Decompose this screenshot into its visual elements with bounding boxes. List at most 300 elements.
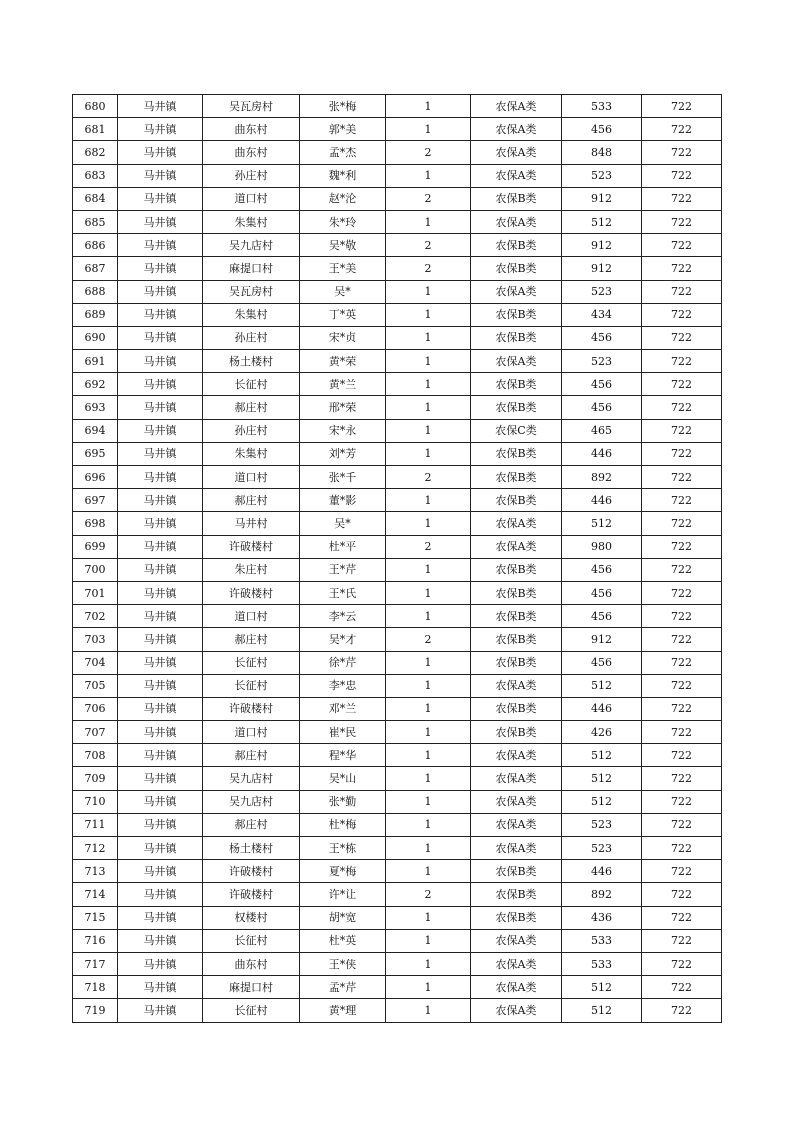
cell-standard: 722 xyxy=(642,419,722,442)
cell-insurance-category: 农保B类 xyxy=(471,860,562,883)
cell-amount: 456 xyxy=(562,605,642,628)
table-row xyxy=(73,581,722,604)
table-row xyxy=(73,697,722,720)
cell-insurance-category: 农保B类 xyxy=(471,466,562,489)
cell-village: 道口村 xyxy=(203,605,300,628)
cell-serial-number: 691 xyxy=(73,350,118,373)
table-row xyxy=(73,628,722,651)
cell-person-name: 程*华 xyxy=(300,744,386,767)
cell-serial-number: 707 xyxy=(73,721,118,744)
cell-household-count: 1 xyxy=(386,350,471,373)
cell-serial-number: 687 xyxy=(73,257,118,280)
cell-amount: 512 xyxy=(562,210,642,233)
table-row xyxy=(73,489,722,512)
cell-insurance-category: 农保B类 xyxy=(471,396,562,419)
cell-village: 朱集村 xyxy=(203,210,300,233)
cell-village: 郝庄村 xyxy=(203,396,300,419)
cell-serial-number: 696 xyxy=(73,466,118,489)
cell-serial-number: 685 xyxy=(73,210,118,233)
cell-standard: 722 xyxy=(642,326,722,349)
cell-household-count: 1 xyxy=(386,999,471,1022)
table-row xyxy=(73,721,722,744)
cell-insurance-category: 农保A类 xyxy=(471,118,562,141)
cell-town: 马井镇 xyxy=(118,164,203,187)
cell-town: 马井镇 xyxy=(118,141,203,164)
cell-insurance-category: 农保B类 xyxy=(471,651,562,674)
cell-serial-number: 698 xyxy=(73,512,118,535)
cell-amount: 912 xyxy=(562,257,642,280)
cell-person-name: 李*云 xyxy=(300,605,386,628)
cell-insurance-category: 农保A类 xyxy=(471,952,562,975)
cell-amount: 523 xyxy=(562,280,642,303)
table-row xyxy=(73,651,722,674)
cell-insurance-category: 农保C类 xyxy=(471,419,562,442)
cell-person-name: 王*侠 xyxy=(300,952,386,975)
cell-town: 马井镇 xyxy=(118,257,203,280)
cell-insurance-category: 农保A类 xyxy=(471,744,562,767)
cell-insurance-category: 农保B类 xyxy=(471,581,562,604)
cell-town: 马井镇 xyxy=(118,210,203,233)
cell-village: 曲东村 xyxy=(203,141,300,164)
cell-household-count: 1 xyxy=(386,326,471,349)
cell-insurance-category: 农保A类 xyxy=(471,929,562,952)
cell-household-count: 1 xyxy=(386,674,471,697)
table-row xyxy=(73,164,722,187)
cell-village: 马井村 xyxy=(203,512,300,535)
table-row xyxy=(73,95,722,118)
cell-village: 长征村 xyxy=(203,929,300,952)
cell-household-count: 1 xyxy=(386,790,471,813)
cell-insurance-category: 农保B类 xyxy=(471,558,562,581)
cell-amount: 456 xyxy=(562,373,642,396)
cell-serial-number: 683 xyxy=(73,164,118,187)
cell-person-name: 吴*敬 xyxy=(300,234,386,257)
cell-household-count: 1 xyxy=(386,837,471,860)
cell-standard: 722 xyxy=(642,442,722,465)
cell-town: 马井镇 xyxy=(118,976,203,999)
cell-town: 马井镇 xyxy=(118,512,203,535)
cell-village: 道口村 xyxy=(203,721,300,744)
cell-insurance-category: 农保A类 xyxy=(471,767,562,790)
cell-standard: 722 xyxy=(642,187,722,210)
cell-amount: 434 xyxy=(562,303,642,326)
cell-serial-number: 712 xyxy=(73,837,118,860)
cell-village: 朱庄村 xyxy=(203,558,300,581)
table-row xyxy=(73,860,722,883)
table-row xyxy=(73,257,722,280)
cell-town: 马井镇 xyxy=(118,883,203,906)
cell-amount: 456 xyxy=(562,651,642,674)
cell-town: 马井镇 xyxy=(118,628,203,651)
cell-serial-number: 708 xyxy=(73,744,118,767)
cell-insurance-category: 农保A类 xyxy=(471,512,562,535)
cell-serial-number: 690 xyxy=(73,326,118,349)
cell-serial-number: 706 xyxy=(73,697,118,720)
cell-household-count: 1 xyxy=(386,976,471,999)
table-row xyxy=(73,210,722,233)
cell-standard: 722 xyxy=(642,350,722,373)
cell-standard: 722 xyxy=(642,118,722,141)
cell-serial-number: 719 xyxy=(73,999,118,1022)
cell-village: 吴九店村 xyxy=(203,234,300,257)
cell-village: 吴九店村 xyxy=(203,790,300,813)
cell-insurance-category: 农保A类 xyxy=(471,976,562,999)
cell-village: 吴九店村 xyxy=(203,767,300,790)
cell-standard: 722 xyxy=(642,234,722,257)
cell-village: 许破楼村 xyxy=(203,883,300,906)
cell-standard: 722 xyxy=(642,558,722,581)
cell-insurance-category: 农保B类 xyxy=(471,442,562,465)
cell-household-count: 1 xyxy=(386,419,471,442)
cell-person-name: 丁*英 xyxy=(300,303,386,326)
table-row xyxy=(73,442,722,465)
cell-person-name: 吴* xyxy=(300,512,386,535)
cell-standard: 722 xyxy=(642,883,722,906)
table-row xyxy=(73,373,722,396)
cell-person-name: 刘*芳 xyxy=(300,442,386,465)
cell-amount: 456 xyxy=(562,118,642,141)
table-row xyxy=(73,837,722,860)
cell-standard: 722 xyxy=(642,674,722,697)
cell-serial-number: 701 xyxy=(73,581,118,604)
cell-household-count: 2 xyxy=(386,628,471,651)
cell-household-count: 2 xyxy=(386,187,471,210)
cell-standard: 722 xyxy=(642,651,722,674)
table-body xyxy=(73,95,722,1023)
cell-town: 马井镇 xyxy=(118,906,203,929)
cell-serial-number: 688 xyxy=(73,280,118,303)
cell-standard: 722 xyxy=(642,605,722,628)
table-row xyxy=(73,906,722,929)
cell-village: 长征村 xyxy=(203,674,300,697)
cell-town: 马井镇 xyxy=(118,489,203,512)
cell-village: 郝庄村 xyxy=(203,744,300,767)
cell-village: 长征村 xyxy=(203,373,300,396)
cell-village: 许破楼村 xyxy=(203,860,300,883)
cell-town: 马井镇 xyxy=(118,280,203,303)
cell-person-name: 魏*利 xyxy=(300,164,386,187)
cell-standard: 722 xyxy=(642,906,722,929)
cell-person-name: 黄*理 xyxy=(300,999,386,1022)
cell-amount: 523 xyxy=(562,164,642,187)
cell-standard: 722 xyxy=(642,164,722,187)
table-row xyxy=(73,350,722,373)
cell-insurance-category: 农保A类 xyxy=(471,535,562,558)
cell-person-name: 王*氏 xyxy=(300,581,386,604)
cell-serial-number: 686 xyxy=(73,234,118,257)
table-row xyxy=(73,929,722,952)
cell-household-count: 1 xyxy=(386,651,471,674)
cell-amount: 892 xyxy=(562,466,642,489)
cell-insurance-category: 农保B类 xyxy=(471,234,562,257)
cell-household-count: 1 xyxy=(386,952,471,975)
cell-person-name: 董*影 xyxy=(300,489,386,512)
cell-town: 马井镇 xyxy=(118,697,203,720)
cell-person-name: 吴*才 xyxy=(300,628,386,651)
cell-village: 权楼村 xyxy=(203,906,300,929)
cell-insurance-category: 农保A类 xyxy=(471,95,562,118)
cell-amount: 912 xyxy=(562,187,642,210)
cell-amount: 456 xyxy=(562,396,642,419)
cell-insurance-category: 农保B类 xyxy=(471,303,562,326)
cell-town: 马井镇 xyxy=(118,581,203,604)
cell-village: 郝庄村 xyxy=(203,489,300,512)
cell-town: 马井镇 xyxy=(118,419,203,442)
cell-person-name: 王*美 xyxy=(300,257,386,280)
cell-insurance-category: 农保A类 xyxy=(471,674,562,697)
table-row xyxy=(73,674,722,697)
cell-village: 许破楼村 xyxy=(203,697,300,720)
cell-amount: 456 xyxy=(562,558,642,581)
cell-serial-number: 700 xyxy=(73,558,118,581)
cell-insurance-category: 农保B类 xyxy=(471,906,562,929)
table-row xyxy=(73,976,722,999)
cell-insurance-category: 农保A类 xyxy=(471,813,562,836)
cell-person-name: 王*栋 xyxy=(300,837,386,860)
cell-town: 马井镇 xyxy=(118,744,203,767)
cell-household-count: 1 xyxy=(386,210,471,233)
cell-amount: 465 xyxy=(562,419,642,442)
cell-amount: 848 xyxy=(562,141,642,164)
cell-person-name: 邢*荣 xyxy=(300,396,386,419)
cell-insurance-category: 农保A类 xyxy=(471,164,562,187)
cell-serial-number: 710 xyxy=(73,790,118,813)
cell-standard: 722 xyxy=(642,535,722,558)
cell-town: 马井镇 xyxy=(118,373,203,396)
table-row xyxy=(73,419,722,442)
cell-person-name: 张*梅 xyxy=(300,95,386,118)
cell-village: 孙庄村 xyxy=(203,419,300,442)
cell-household-count: 1 xyxy=(386,442,471,465)
table-row xyxy=(73,535,722,558)
cell-village: 道口村 xyxy=(203,466,300,489)
cell-town: 马井镇 xyxy=(118,535,203,558)
cell-amount: 512 xyxy=(562,744,642,767)
cell-town: 马井镇 xyxy=(118,837,203,860)
cell-amount: 523 xyxy=(562,350,642,373)
cell-standard: 722 xyxy=(642,396,722,419)
cell-standard: 722 xyxy=(642,999,722,1022)
cell-household-count: 2 xyxy=(386,141,471,164)
cell-amount: 446 xyxy=(562,860,642,883)
cell-serial-number: 709 xyxy=(73,767,118,790)
cell-standard: 722 xyxy=(642,489,722,512)
cell-standard: 722 xyxy=(642,95,722,118)
cell-insurance-category: 农保A类 xyxy=(471,790,562,813)
cell-town: 马井镇 xyxy=(118,234,203,257)
cell-amount: 512 xyxy=(562,767,642,790)
cell-serial-number: 702 xyxy=(73,605,118,628)
cell-serial-number: 684 xyxy=(73,187,118,210)
cell-person-name: 夏*梅 xyxy=(300,860,386,883)
cell-amount: 426 xyxy=(562,721,642,744)
cell-household-count: 1 xyxy=(386,813,471,836)
cell-serial-number: 697 xyxy=(73,489,118,512)
cell-town: 马井镇 xyxy=(118,767,203,790)
cell-standard: 722 xyxy=(642,976,722,999)
cell-village: 朱集村 xyxy=(203,303,300,326)
cell-serial-number: 718 xyxy=(73,976,118,999)
cell-village: 道口村 xyxy=(203,187,300,210)
cell-serial-number: 717 xyxy=(73,952,118,975)
cell-town: 马井镇 xyxy=(118,95,203,118)
table-row xyxy=(73,999,722,1022)
cell-standard: 722 xyxy=(642,581,722,604)
cell-village: 吴瓦房村 xyxy=(203,280,300,303)
cell-amount: 512 xyxy=(562,512,642,535)
cell-amount: 523 xyxy=(562,837,642,860)
table-row xyxy=(73,558,722,581)
table-row xyxy=(73,234,722,257)
table-row xyxy=(73,813,722,836)
cell-household-count: 2 xyxy=(386,883,471,906)
cell-person-name: 黄*荣 xyxy=(300,350,386,373)
cell-insurance-category: 农保B类 xyxy=(471,257,562,280)
table-row xyxy=(73,790,722,813)
cell-amount: 533 xyxy=(562,952,642,975)
cell-serial-number: 713 xyxy=(73,860,118,883)
cell-household-count: 1 xyxy=(386,558,471,581)
cell-standard: 722 xyxy=(642,466,722,489)
table-row xyxy=(73,280,722,303)
cell-town: 马井镇 xyxy=(118,118,203,141)
cell-household-count: 1 xyxy=(386,929,471,952)
table-row xyxy=(73,767,722,790)
cell-household-count: 1 xyxy=(386,581,471,604)
cell-person-name: 许*让 xyxy=(300,883,386,906)
cell-town: 马井镇 xyxy=(118,442,203,465)
cell-household-count: 1 xyxy=(386,767,471,790)
cell-person-name: 宋*贞 xyxy=(300,326,386,349)
cell-standard: 722 xyxy=(642,628,722,651)
table-row xyxy=(73,326,722,349)
cell-serial-number: 693 xyxy=(73,396,118,419)
cell-person-name: 张*勤 xyxy=(300,790,386,813)
cell-amount: 912 xyxy=(562,234,642,257)
cell-village: 曲东村 xyxy=(203,952,300,975)
cell-amount: 912 xyxy=(562,628,642,651)
cell-insurance-category: 农保A类 xyxy=(471,350,562,373)
cell-insurance-category: 农保B类 xyxy=(471,326,562,349)
cell-serial-number: 699 xyxy=(73,535,118,558)
table-row xyxy=(73,466,722,489)
cell-town: 马井镇 xyxy=(118,952,203,975)
cell-standard: 722 xyxy=(642,512,722,535)
cell-village: 郝庄村 xyxy=(203,628,300,651)
cell-village: 郝庄村 xyxy=(203,813,300,836)
cell-town: 马井镇 xyxy=(118,187,203,210)
cell-amount: 456 xyxy=(562,326,642,349)
cell-household-count: 1 xyxy=(386,744,471,767)
cell-person-name: 李*忠 xyxy=(300,674,386,697)
table-row xyxy=(73,141,722,164)
table-row xyxy=(73,952,722,975)
cell-standard: 722 xyxy=(642,210,722,233)
cell-amount: 512 xyxy=(562,976,642,999)
cell-town: 马井镇 xyxy=(118,651,203,674)
cell-household-count: 1 xyxy=(386,906,471,929)
cell-standard: 722 xyxy=(642,744,722,767)
cell-person-name: 孟*芹 xyxy=(300,976,386,999)
cell-standard: 722 xyxy=(642,790,722,813)
cell-town: 马井镇 xyxy=(118,674,203,697)
cell-standard: 722 xyxy=(642,952,722,975)
cell-person-name: 吴*山 xyxy=(300,767,386,790)
cell-standard: 722 xyxy=(642,373,722,396)
cell-insurance-category: 农保B类 xyxy=(471,187,562,210)
cell-standard: 722 xyxy=(642,141,722,164)
cell-serial-number: 703 xyxy=(73,628,118,651)
cell-amount: 512 xyxy=(562,999,642,1022)
cell-serial-number: 711 xyxy=(73,813,118,836)
cell-village: 孙庄村 xyxy=(203,164,300,187)
cell-person-name: 宋*永 xyxy=(300,419,386,442)
cell-village: 杨土楼村 xyxy=(203,350,300,373)
cell-household-count: 1 xyxy=(386,396,471,419)
cell-serial-number: 714 xyxy=(73,883,118,906)
cell-village: 曲东村 xyxy=(203,118,300,141)
cell-standard: 722 xyxy=(642,860,722,883)
cell-insurance-category: 农保B类 xyxy=(471,373,562,396)
cell-village: 孙庄村 xyxy=(203,326,300,349)
table-row xyxy=(73,303,722,326)
cell-household-count: 2 xyxy=(386,535,471,558)
cell-household-count: 2 xyxy=(386,257,471,280)
cell-amount: 436 xyxy=(562,906,642,929)
cell-standard: 722 xyxy=(642,280,722,303)
cell-person-name: 孟*杰 xyxy=(300,141,386,164)
cell-town: 马井镇 xyxy=(118,605,203,628)
cell-insurance-category: 农保A类 xyxy=(471,280,562,303)
cell-household-count: 1 xyxy=(386,118,471,141)
cell-person-name: 黄*兰 xyxy=(300,373,386,396)
cell-amount: 456 xyxy=(562,581,642,604)
cell-village: 麻提口村 xyxy=(203,976,300,999)
cell-town: 马井镇 xyxy=(118,721,203,744)
cell-standard: 722 xyxy=(642,721,722,744)
cell-serial-number: 689 xyxy=(73,303,118,326)
cell-town: 马井镇 xyxy=(118,790,203,813)
cell-serial-number: 716 xyxy=(73,929,118,952)
cell-serial-number: 704 xyxy=(73,651,118,674)
cell-amount: 533 xyxy=(562,929,642,952)
cell-amount: 892 xyxy=(562,883,642,906)
cell-serial-number: 681 xyxy=(73,118,118,141)
cell-village: 杨土楼村 xyxy=(203,837,300,860)
cell-standard: 722 xyxy=(642,697,722,720)
cell-person-name: 胡*宽 xyxy=(300,906,386,929)
cell-insurance-category: 农保B类 xyxy=(471,489,562,512)
cell-village: 长征村 xyxy=(203,651,300,674)
cell-household-count: 1 xyxy=(386,605,471,628)
cell-amount: 512 xyxy=(562,674,642,697)
cell-standard: 722 xyxy=(642,303,722,326)
cell-person-name: 赵*沦 xyxy=(300,187,386,210)
cell-serial-number: 705 xyxy=(73,674,118,697)
cell-household-count: 2 xyxy=(386,234,471,257)
table-row xyxy=(73,883,722,906)
cell-household-count: 1 xyxy=(386,489,471,512)
cell-standard: 722 xyxy=(642,257,722,280)
cell-household-count: 1 xyxy=(386,95,471,118)
cell-person-name: 杜*梅 xyxy=(300,813,386,836)
cell-insurance-category: 农保B类 xyxy=(471,697,562,720)
cell-insurance-category: 农保B类 xyxy=(471,883,562,906)
cell-household-count: 1 xyxy=(386,697,471,720)
cell-insurance-category: 农保A类 xyxy=(471,141,562,164)
cell-insurance-category: 农保B类 xyxy=(471,721,562,744)
cell-amount: 980 xyxy=(562,535,642,558)
